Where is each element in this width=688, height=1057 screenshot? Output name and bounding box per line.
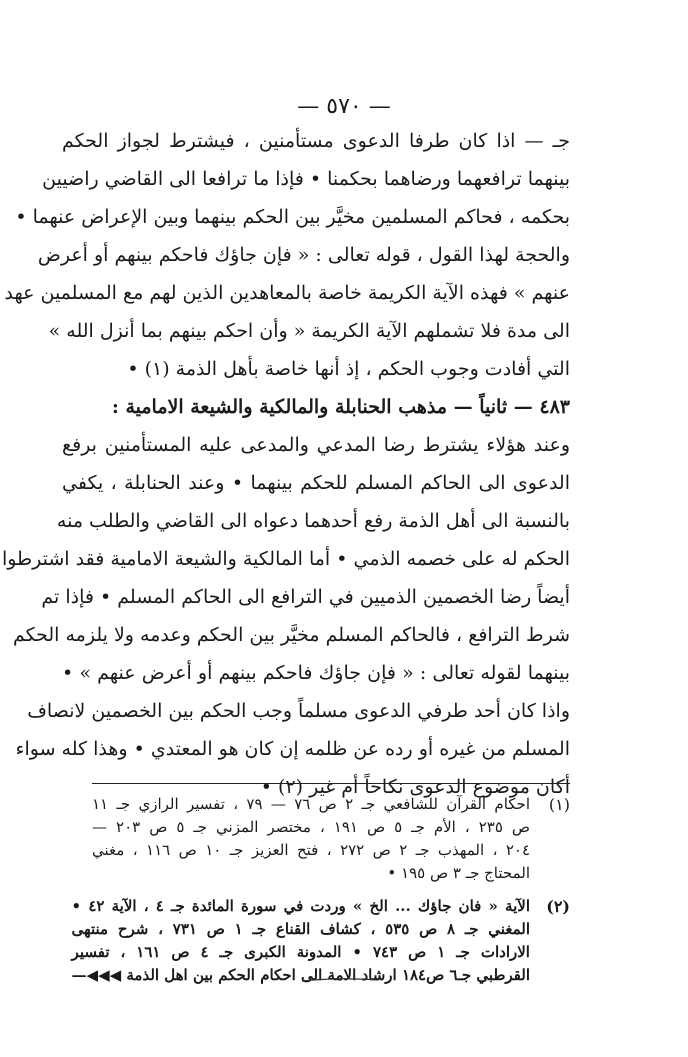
footnote-line: المحتاج جـ ٣ ص ١٩٥ • [387, 864, 530, 882]
text-line: أكان موضوع الدعوى نكاحاً أم غير (٢) • [260, 776, 570, 798]
text-line: عنهم » فهذه الآية الكريمة خاصة بالمعاهدين الذين لهم مع المسلمين عهد [4, 282, 570, 304]
footnote-text [72, 895, 530, 987]
text-line: جـ — اذا كان طرفا الدعوى مستأمنين ، فيشترط لجواز الحكم [62, 130, 570, 152]
footnote-text [92, 793, 530, 885]
footnote-line: الارادات جـ ١ ص ٧٤٣ • المدونة الكبرى جـ ٤ ص ١٦١ ، تفسير [71, 943, 530, 961]
text-line: التي أفادت وجوب الحكم ، إذ أنها خاصة بأهل الذمة (١) • [127, 358, 570, 380]
text-line: بينهما ترافعهما ورضاهما بحكمنا • فإذا ما ترافعا الى القاضي راضيين [42, 168, 570, 190]
footnote-1 [92, 793, 570, 885]
footnote-number: (١) [548, 795, 570, 814]
footnote-line: الآية « فان جاؤك ... الخ » وردت في سورة المائدة جـ ٤ ، الآية ٤٢ • [71, 897, 530, 915]
footnote-line: احكام القرآن للشافعي جـ ٢ ص ٧٦ — ٧٩ ، تفسير الرازي جـ ١١ [92, 795, 530, 813]
text-line: بينهما لقوله تعالى : « فإن جاؤك فاحكم بينهم أو أعرض عنهم » • [62, 662, 570, 684]
text-line: الدعوى الى الحاكم المسلم للحكم بينهما • وعند الحنابلة ، يكفي [62, 472, 570, 494]
text-line: وعند هؤلاء يشترط رضا المدعي والمدعى عليه المستأمنين برفع [62, 434, 570, 456]
text-line: والحجة لهذا القول ، قوله تعالى : « فإن جاؤك فاحكم بينهم أو أعرض [37, 244, 570, 266]
pencil-underline-mark [300, 976, 380, 984]
text-line: بحكمه ، فحاكم المسلمين مخيَّر بين الحكم بينهما وبين الإعراض عنهما • [15, 206, 570, 228]
footnote-line: ص ٢٣٥ ، الأم جـ ٥ ص ١٩١ ، مختصر المزني جـ ٥ ص ٢٠٣ — [92, 818, 531, 836]
text-line: أيضاً رضا الخصمين الذميين في الترافع الى الحاكم المسلم • فإذا تم [41, 586, 570, 608]
text-line: الحكم له على خصمه الذمي • أما المالكية والشيعة الامامية فقد اشترطوا [1, 548, 570, 570]
text-line: الى مدة فلا تشملهم الآية الكريمة « وأن احكم بينهم بما أنزل الله » [48, 320, 570, 342]
page-number: — ٥٧٠ — [297, 94, 391, 119]
text-line: بالنسبة الى أهل الذمة رفع أحدهما دعواه الى القاضي والطلب منه [56, 510, 570, 532]
text-line: شرط الترافع ، فالحاكم المسلم مخيَّر بين الحكم وعدمه ولا يلزمه الحكم [12, 624, 570, 646]
section-heading: ٤٨٣ — ثانياً — مذهب الحنابلة والمالكية والشيعة الامامية : [111, 396, 570, 418]
footnote-number: (٢) [546, 897, 570, 916]
footnote-2 [71, 895, 570, 987]
footnote-line: المغني جـ ٨ ص ٥٣٥ ، كشاف القناع جـ ١ ص ٧٣١ ، شرح منتهى [71, 920, 530, 938]
text-line: المسلم من غيره أو رده عن ظلمه إن كان هو المعتدي • وهذا كله سواء [15, 738, 570, 760]
footnotes [71, 793, 570, 997]
main-text [1, 122, 570, 806]
footnote-line: القرطبي جـ٦ ص١٨٤ ارشاد الامة الى احكام الحكم بين اهل الذمة ◀◀◀— [71, 966, 530, 984]
footnote-line: ٢٠٤ ، المهذب جـ ٢ ص ٢٧٢ ، فتح العزيز جـ ١٠ ص ١١٦ ، مغني [92, 841, 531, 859]
footnote-separator [92, 783, 570, 784]
text-line: واذا كان أحد طرفي الدعوى مسلماً وجب الحكم بين الخصمين لانصاف [27, 700, 570, 722]
